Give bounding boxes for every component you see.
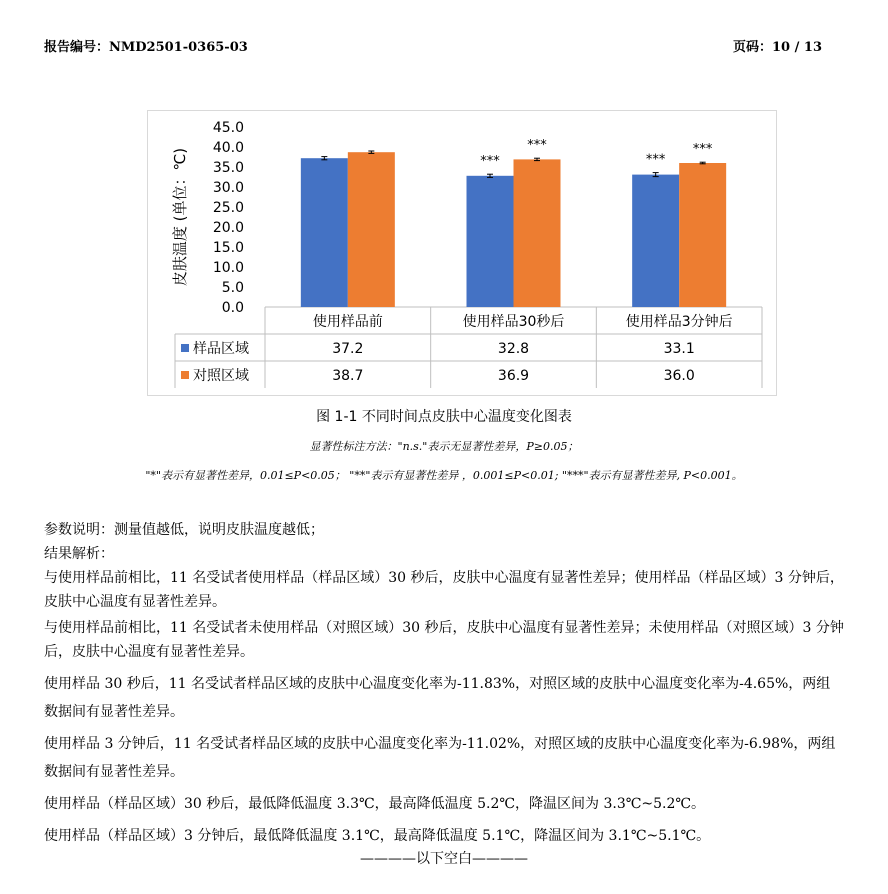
legend-label: 样品区域 xyxy=(193,341,249,357)
y-tick-label: 30.0 xyxy=(212,180,244,196)
legend-key xyxy=(181,344,189,352)
significance-label: *** xyxy=(645,152,666,168)
chart-frame xyxy=(147,110,777,396)
table-value: 32.8 xyxy=(497,341,530,357)
y-axis-label: 皮肤温度 (单位：℃) xyxy=(171,147,189,287)
y-tick-label: 10.0 xyxy=(212,260,244,276)
figure-caption: 图 1-1 不同时间点皮肤中心温度变化图表 xyxy=(316,409,572,425)
table-value: 36.0 xyxy=(663,368,695,384)
significance-label: *** xyxy=(527,138,547,154)
y-tick-label: 20.0 xyxy=(212,220,244,236)
bar xyxy=(514,159,561,307)
significance-note-1: 显著性标注方法："n.s."表示无显著性差异，P≥0.05； xyxy=(309,440,579,453)
x-category-label: 使用样品前 xyxy=(312,314,383,330)
bar xyxy=(467,176,514,307)
results-text xyxy=(44,518,844,848)
result-paragraph: 使用样品 3 分钟后，11 名受试者样品区域的皮肤中心温度变化率为-11.02%，对照区域的皮肤中心温度变化率为-6.98%，两组数据间有显著性差异。 xyxy=(44,736,836,780)
param-description: 参数说明：测量值越低，说明皮肤温度越低； xyxy=(44,522,324,538)
y-tick-label: 15.0 xyxy=(212,240,244,256)
bar xyxy=(679,163,726,307)
table-value: 33.1 xyxy=(663,341,695,357)
y-tick-label: 45.0 xyxy=(212,120,244,136)
result-paragraph: 使用样品（样品区域）3 分钟后，最低降低温度 3.1℃，最高降低温度 5.1℃，降温区间为 3.1℃~5.1℃。 xyxy=(44,828,711,844)
x-category-label: 使用样品30秒后 xyxy=(462,314,565,330)
bar xyxy=(632,175,679,307)
report-number: 报告编号：NMD2501-0365-03 xyxy=(44,40,248,55)
legend-key xyxy=(181,371,189,379)
end-of-content-mark: ————以下空白———— xyxy=(360,851,528,867)
y-tick-label: 0.0 xyxy=(221,300,244,316)
result-paragraph: 使用样品（样品区域）30 秒后，最低降低温度 3.3℃，最高降低温度 5.2℃，降温区间为 3.3℃~5.2℃。 xyxy=(44,796,706,812)
significance-note-2: "*"表示有显著性差异，0.01≤P<0.05； "**"表示有显著性差异 ，0.001≤P<0.01; "***"表示有显著性差异, P<0.001。 xyxy=(145,469,743,482)
y-tick-label: 35.0 xyxy=(212,160,244,176)
bar xyxy=(348,152,395,307)
y-tick-label: 40.0 xyxy=(212,140,244,156)
page-number: 页码：10 / 13 xyxy=(733,40,822,55)
table-value: 38.7 xyxy=(332,368,364,384)
x-category-label: 使用样品3分钟后 xyxy=(625,314,733,330)
y-tick-label: 5.0 xyxy=(221,280,244,296)
result-paragraph: 与使用样品前相比，11 名受试者未使用样品（对照区域）30 秒后，皮肤中心温度有显著性差异；未使用样品（对照区域）3 分钟后，皮肤中心温度有显著性差异。 xyxy=(44,620,844,660)
table-value: 36.9 xyxy=(497,368,530,384)
result-paragraph: 与使用样品前相比，11 名受试者使用样品（样品区域）30 秒后，皮肤中心温度有显著性差异；使用样品（样品区域）3 分钟后，皮肤中心温度有显著性差异。 xyxy=(44,570,844,610)
significance-label: *** xyxy=(480,154,500,170)
significance-label: *** xyxy=(692,142,713,158)
bar-chart xyxy=(148,111,776,395)
bar xyxy=(301,158,348,307)
legend-label: 对照区域 xyxy=(193,368,249,384)
result-paragraph: 使用样品 30 秒后，11 名受试者样品区域的皮肤中心温度变化率为-11.83%，对照区域的皮肤中心温度变化率为-4.65%，两组数据间有显著性差异。 xyxy=(44,676,831,720)
y-tick-label: 25.0 xyxy=(212,200,244,216)
table-value: 37.2 xyxy=(332,341,364,357)
results-heading: 结果解析： xyxy=(44,546,114,562)
